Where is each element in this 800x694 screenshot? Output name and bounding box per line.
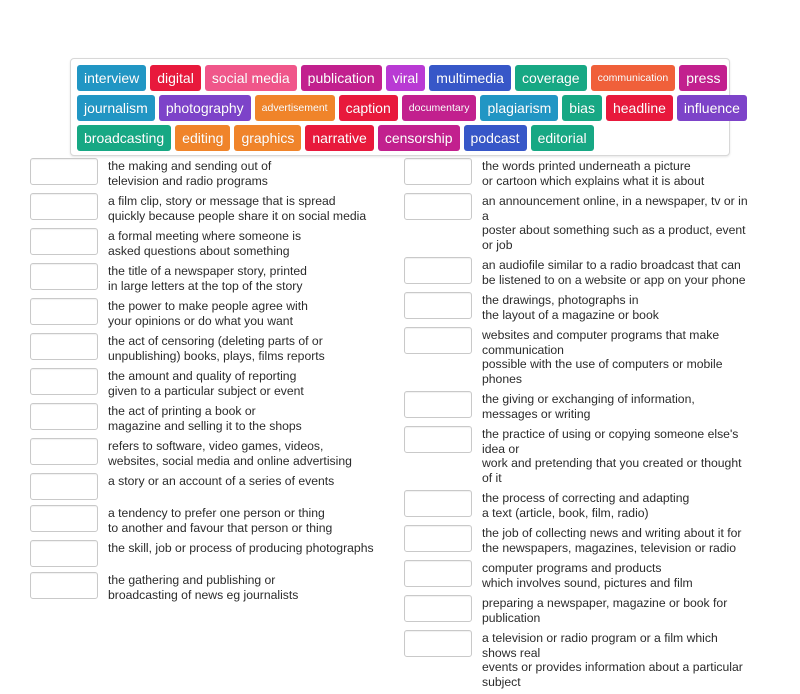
definition-text: the power to make people agree with your opinions or do what you want <box>108 299 308 328</box>
word-bank <box>70 58 740 156</box>
answer-drop-slot[interactable] <box>30 193 98 220</box>
definition-row <box>30 572 380 602</box>
definition-text: a tendency to prefer one person or thing to another and favour that person or thing <box>108 506 333 535</box>
answer-drop-slot[interactable] <box>404 158 472 185</box>
word-tile[interactable]: photography <box>159 95 251 121</box>
answer-drop-slot[interactable] <box>404 193 472 220</box>
answer-drop-slot[interactable] <box>30 403 98 430</box>
definition-text: an audiofile similar to a radio broadcast that can be listened to on a website or app on your phone <box>482 258 746 287</box>
definition-column-left <box>30 158 380 607</box>
definition-row <box>30 158 380 188</box>
answer-drop-slot[interactable] <box>404 490 472 517</box>
word-bank-row <box>77 65 723 91</box>
definition-row <box>30 438 380 468</box>
answer-drop-slot[interactable] <box>30 298 98 325</box>
definition-text: the gathering and publishing or broadcasting of news eg journalists <box>108 573 299 602</box>
answer-drop-slot[interactable] <box>404 525 472 552</box>
word-tile[interactable]: advertisement <box>255 95 335 121</box>
answer-drop-slot[interactable] <box>404 292 472 319</box>
answer-drop-slot[interactable] <box>404 327 472 354</box>
definition-row <box>30 193 380 223</box>
definition-text: websites and computer programs that make communication possible with the use of computers or mobile phones <box>482 328 723 386</box>
definition-text: the amount and quality of reporting given to a particular subject or event <box>108 369 304 398</box>
answer-drop-slot[interactable] <box>30 158 98 185</box>
definition-column-right <box>404 158 754 694</box>
definition-row <box>30 333 380 363</box>
definition-text: the skill, job or process of producing photographs <box>108 541 374 555</box>
word-bank-row <box>77 95 740 121</box>
definition-text: a film clip, story or message that is spread quickly because people share it on social media <box>108 194 367 223</box>
word-tile[interactable]: publication <box>301 65 382 91</box>
answer-drop-slot[interactable] <box>30 540 98 567</box>
definition-row <box>404 292 754 322</box>
definition-row <box>404 426 754 485</box>
answer-drop-slot[interactable] <box>30 473 98 500</box>
definition-text: the practice of using or copying someone else's idea or work and pretending that you created or thought of it <box>482 427 742 485</box>
word-tile[interactable]: press <box>679 65 727 91</box>
word-tile[interactable]: headline <box>606 95 673 121</box>
definition-text: the process of correcting and adapting a text (article, book, film, radio) <box>482 491 690 520</box>
word-tile[interactable]: coverage <box>515 65 587 91</box>
definition-row <box>404 630 754 689</box>
definition-row <box>30 403 380 433</box>
answer-drop-slot[interactable] <box>30 572 98 599</box>
definition-row <box>30 473 380 500</box>
word-tile[interactable]: social media <box>205 65 297 91</box>
definition-text: a television or radio program or a film which shows real events or provides information about a particular subject <box>482 631 743 689</box>
definition-text: an announcement online, in a newspaper, tv or in a poster about something such as a product, event or job <box>482 194 748 252</box>
definition-row <box>30 228 380 258</box>
word-tile[interactable]: podcast <box>464 125 527 151</box>
word-tile[interactable]: bias <box>562 95 602 121</box>
definition-text: the words printed underneath a picture or cartoon which explains what it is about <box>482 159 705 188</box>
word-tile[interactable]: caption <box>339 95 398 121</box>
word-tile[interactable]: journalism <box>77 95 155 121</box>
answer-drop-slot[interactable] <box>404 426 472 453</box>
definition-text: refers to software, video games, videos, websites, social media and online advertising <box>108 439 352 468</box>
definition-row <box>30 505 380 535</box>
definition-row <box>404 490 754 520</box>
word-tile[interactable]: narrative <box>305 125 373 151</box>
definition-text: the job of collecting news and writing about it for the newspapers, magazines, television or radio <box>482 526 742 555</box>
word-tile[interactable]: graphics <box>234 125 301 151</box>
word-tile[interactable]: communication <box>591 65 676 91</box>
definition-row <box>30 368 380 398</box>
answer-drop-slot[interactable] <box>404 391 472 418</box>
word-tile[interactable]: viral <box>386 65 426 91</box>
definition-row <box>404 158 754 188</box>
definition-text: preparing a newspaper, magazine or book for publication <box>482 596 728 625</box>
word-tile[interactable]: censorship <box>378 125 460 151</box>
definition-text: computer programs and products which involves sound, pictures and film <box>482 561 693 590</box>
word-tile[interactable]: editing <box>175 125 230 151</box>
definition-text: the drawings, photographs in the layout of a magazine or book <box>482 293 659 322</box>
answer-drop-slot[interactable] <box>30 228 98 255</box>
definition-row <box>404 257 754 287</box>
definition-row <box>30 298 380 328</box>
answer-drop-slot[interactable] <box>404 595 472 622</box>
answer-drop-slot[interactable] <box>30 263 98 290</box>
word-tile[interactable]: plagiarism <box>480 95 558 121</box>
definition-row <box>404 560 754 590</box>
definition-row <box>30 263 380 293</box>
definition-row <box>404 193 754 252</box>
answer-drop-slot[interactable] <box>404 560 472 587</box>
answer-drop-slot[interactable] <box>30 333 98 360</box>
word-bank-row <box>77 125 723 151</box>
definition-text: the act of printing a book or magazine and selling it to the shops <box>108 404 302 433</box>
answer-drop-slot[interactable] <box>30 438 98 465</box>
definition-row <box>404 327 754 386</box>
answer-drop-slot[interactable] <box>30 368 98 395</box>
definition-text: the title of a newspaper story, printed in large letters at the top of the story <box>108 264 307 293</box>
answer-drop-slot[interactable] <box>404 257 472 284</box>
word-tile[interactable]: digital <box>150 65 201 91</box>
definition-text: a story or an account of a series of events <box>108 474 335 488</box>
word-tile[interactable]: broadcasting <box>77 125 171 151</box>
answer-drop-slot[interactable] <box>404 630 472 657</box>
word-tile[interactable]: documentary <box>402 95 477 121</box>
definition-row <box>404 525 754 555</box>
word-tile[interactable]: influence <box>677 95 747 121</box>
definition-row <box>404 391 754 421</box>
definition-text: the making and sending out of television and radio programs <box>108 159 272 188</box>
definition-text: a formal meeting where someone is asked questions about something <box>108 229 302 258</box>
word-tile[interactable]: interview <box>77 65 146 91</box>
answer-drop-slot[interactable] <box>30 505 98 532</box>
definition-row <box>404 595 754 625</box>
word-tile[interactable]: multimedia <box>429 65 511 91</box>
word-tile[interactable]: editorial <box>531 125 594 151</box>
definition-row <box>30 540 380 567</box>
definition-text: the act of censoring (deleting parts of or unpublishing) books, plays, films reports <box>108 334 325 363</box>
definition-text: the giving or exchanging of information, messages or writing <box>482 392 695 421</box>
